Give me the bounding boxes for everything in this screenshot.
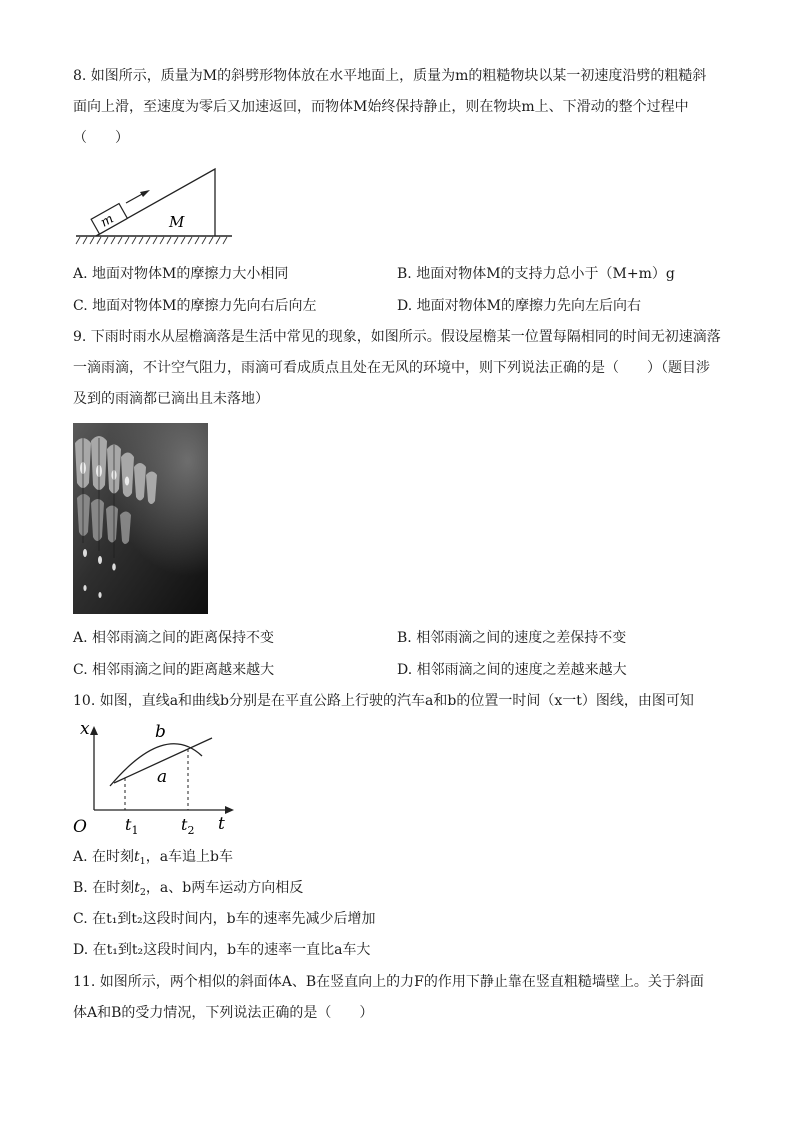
q9-stem-line3: 及到的雨滴都已滴出且未落地） <box>73 391 269 407</box>
q10-option-a-sub: 1 <box>139 856 146 867</box>
q10-option-b-t: t <box>134 880 140 896</box>
t2-tick-label: t <box>181 815 188 834</box>
q8-option-a[interactable]: A. 地面对物体M的摩擦力大小相同 <box>73 266 289 282</box>
q11-stem-line1: 11. 如图所示，两个相似的斜面体A、B在竖直向上的力F的作用下静止靠在竖直粗糙墙壁上。关于斜面 <box>73 974 704 990</box>
x-axis-label: x <box>80 719 90 739</box>
q10-option-b-suffix: ，a、b两车运动方向相反 <box>145 880 304 896</box>
q11-stem-line2: 体A和B的受力情况，下列说法正确的是（ ） <box>73 1005 374 1021</box>
q9-option-a[interactable]: A. 相邻雨滴之间的距离保持不变 <box>73 630 275 646</box>
q8-option-c[interactable]: C. 地面对物体M的摩擦力先向右后向左 <box>73 298 317 314</box>
q9-stem-line2: 一滴雨滴，不计空气阻力，雨滴可看成质点且处在无风的环境中，则下列说法正确的是（ ）（题目涉 <box>73 360 710 376</box>
q10-option-a[interactable] <box>73 847 233 872</box>
curve-b-label: b <box>155 722 166 742</box>
t1-tick-label: t <box>125 815 132 834</box>
q9-option-b[interactable]: B. 相邻雨滴之间的速度之差保持不变 <box>397 630 627 646</box>
q10-option-b-prefix: B. 在时刻 <box>73 880 135 896</box>
q10-option-b[interactable] <box>73 878 303 903</box>
q8-stem-line1: 8. 如图所示，质量为M的斜劈形物体放在水平地面上，质量为m的粗糙物块以某一初速度沿劈的粗糙斜 <box>73 68 707 84</box>
q8-answer-paren: （ ） <box>73 130 129 146</box>
q10-option-a-suffix: ，a车追上b车 <box>145 849 234 865</box>
svg-text:t1 <box>125 815 138 837</box>
q10-stem-line1: 10. 如图，直线a和曲线b分别是在平直公路上行驶的汽车a和b的位置一时间（x一t）图线，由图可知 <box>73 693 694 709</box>
q8-stem-line2: 面向上滑，至速度为零后又加速返回，而物体M始终保持静止，则在物块m上、下滑动的整个过程中 <box>73 99 689 115</box>
q10-option-a-prefix: A. 在时刻 <box>73 849 135 865</box>
wedge-M-label: M <box>169 213 185 231</box>
q9-option-d[interactable]: D. 相邻雨滴之间的速度之差越来越大 <box>397 662 627 678</box>
q10-option-b-sub: 2 <box>139 887 146 898</box>
q9-stem-line1: 9. 下雨时雨水从屋檐滴落是生活中常见的现象，如图所示。假设屋檐某一位置每隔相同的时间无初速滴落 <box>73 329 721 345</box>
t2-subscript: 2 <box>187 824 195 837</box>
q9-option-c[interactable]: C. 相邻雨滴之间的距离越来越大 <box>73 662 275 678</box>
q10-option-d[interactable]: D. 在t₁到t₂这段时间内，b车的速率一直比a车大 <box>73 942 371 958</box>
q10-option-a-t: t <box>134 849 140 865</box>
q8-incline-figure <box>74 165 236 250</box>
q8-option-d[interactable]: D. 地面对物体M的摩擦力先向左后向右 <box>397 298 641 314</box>
origin-label: O <box>73 817 87 837</box>
t1-subscript: 1 <box>131 824 139 837</box>
q10-x-t-graph <box>70 716 240 838</box>
line-a-label: a <box>157 767 168 787</box>
eaves-raindrop-photo <box>73 423 208 614</box>
t-axis-label: t <box>218 814 225 834</box>
q8-option-b[interactable]: B. 地面对物体M的支持力总小于（M+m）g <box>397 266 675 282</box>
svg-text:t2 <box>181 815 194 837</box>
q10-option-c[interactable]: C. 在t₁到t₂这段时间内，b车的速率先减少后增加 <box>73 911 376 927</box>
block-m-label: m <box>98 211 117 231</box>
